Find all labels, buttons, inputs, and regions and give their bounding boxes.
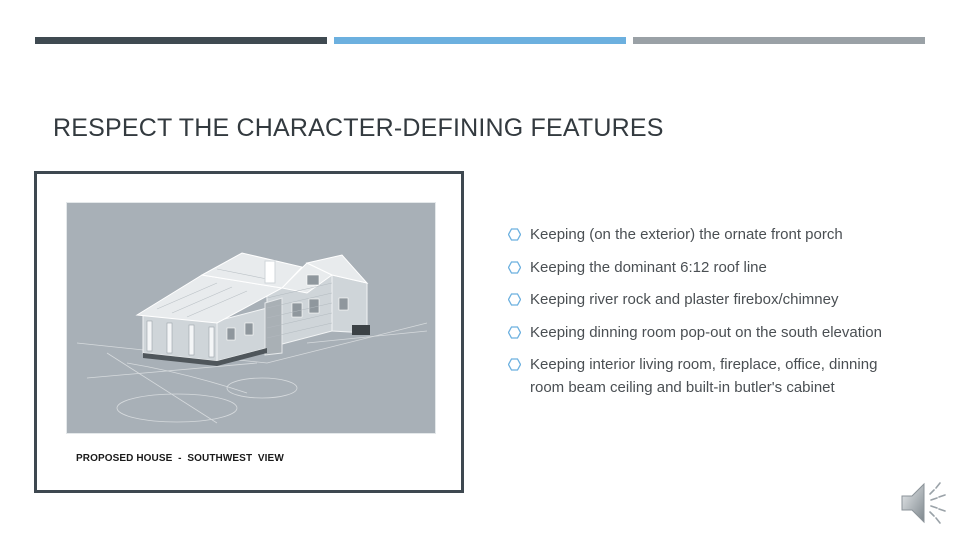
hexagon-outline-icon [508, 261, 521, 274]
speaker-icon[interactable] [898, 478, 950, 528]
list-item [508, 289, 888, 312]
image-caption: PROPOSED HOUSE - SOUTHWEST VIEW [76, 453, 284, 464]
list-item [508, 224, 888, 247]
bullet-list [508, 224, 888, 409]
list-item [508, 322, 888, 345]
hexagon-outline-icon [508, 326, 521, 339]
image-frame [34, 171, 464, 493]
accent-bar-blue [334, 37, 626, 44]
list-item [508, 354, 888, 399]
bullet-text: Keeping (on the exterior) the ornate front porch [530, 226, 843, 243]
bullet-text: Keeping interior living room, fireplace, office, dinning room beam ceiling and built-in butler's cabinet [530, 356, 878, 396]
hexagon-outline-icon [508, 228, 521, 241]
accent-bar-dark [35, 37, 327, 44]
list-item [508, 257, 888, 280]
bullet-text: Keeping dinning room pop-out on the south elevation [530, 323, 882, 341]
hexagon-outline-icon [508, 293, 521, 306]
house-sketch-image [66, 202, 436, 434]
bullet-text: Keeping the dominant 6:12 roof line [530, 258, 767, 276]
accent-bar-gray [633, 37, 925, 44]
slide-title: RESPECT THE CHARACTER-DEFINING FEATURES [53, 114, 664, 142]
bullet-text: Keeping river rock and plaster firebox/chimney [530, 291, 839, 308]
hexagon-outline-icon [508, 358, 521, 371]
